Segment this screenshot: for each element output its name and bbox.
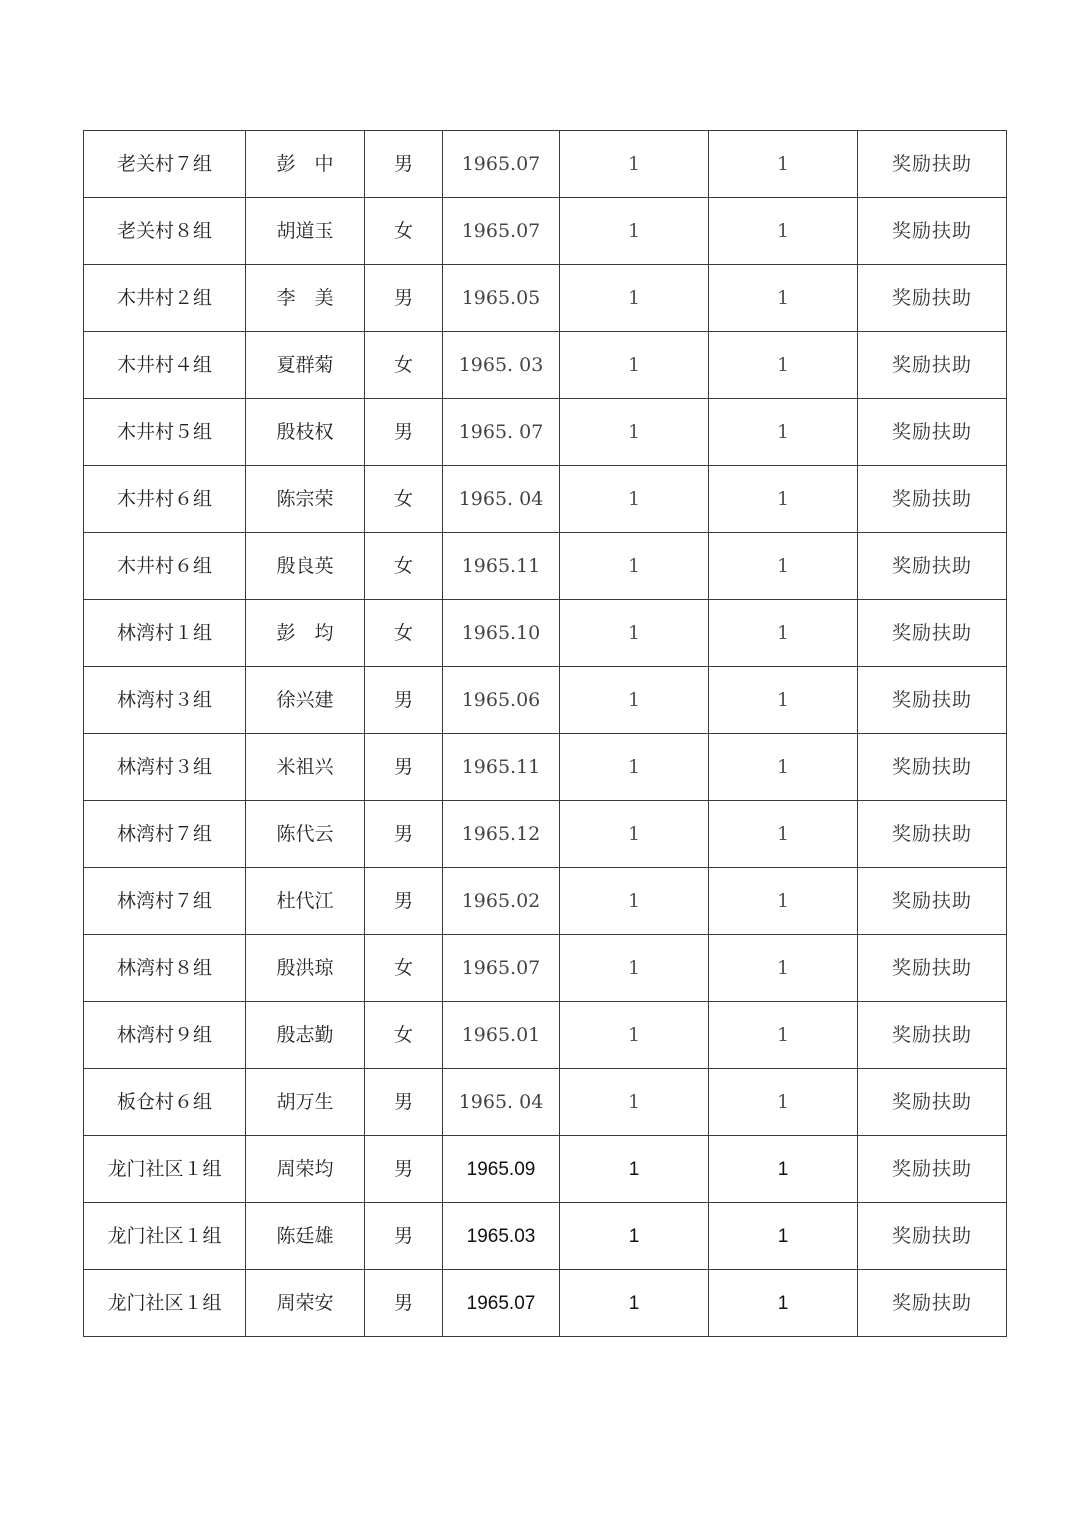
- name-cell: 殷良英: [246, 533, 365, 600]
- count-a-cell: 1: [560, 1069, 709, 1136]
- village-cell: 木井村２组: [84, 265, 246, 332]
- table-row: [84, 1203, 1007, 1270]
- table-row: [84, 1002, 1007, 1069]
- count-a-cell: 1: [560, 1203, 709, 1270]
- sex-cell: 男: [365, 734, 443, 801]
- birth-date-cell: 1965.03: [443, 1203, 560, 1270]
- sex-cell: 男: [365, 868, 443, 935]
- village-cell: 老关村７组: [84, 131, 246, 198]
- sex-cell: 男: [365, 399, 443, 466]
- table-row: [84, 667, 1007, 734]
- assistance-type-cell: 奖励扶助: [858, 198, 1007, 265]
- assistance-type-cell: 奖励扶助: [858, 466, 1007, 533]
- birth-date-cell: 1965.07: [443, 935, 560, 1002]
- name-cell: 周荣均: [246, 1136, 365, 1203]
- village-cell: 林湾村８组: [84, 935, 246, 1002]
- assistance-type-cell: 奖励扶助: [858, 1203, 1007, 1270]
- table-row: [84, 734, 1007, 801]
- count-b-cell: 1: [709, 332, 858, 399]
- table-row: [84, 466, 1007, 533]
- assistance-type-cell: 奖励扶助: [858, 935, 1007, 1002]
- birth-date-cell: 1965.07: [443, 198, 560, 265]
- roster-table: [83, 130, 1007, 1337]
- count-a-cell: 1: [560, 935, 709, 1002]
- sex-cell: 男: [365, 1136, 443, 1203]
- name-cell: 殷志勤: [246, 1002, 365, 1069]
- sex-cell: 男: [365, 1069, 443, 1136]
- name-cell: 杜代江: [246, 868, 365, 935]
- birth-date-cell: 1965. 04: [443, 1069, 560, 1136]
- village-cell: 林湾村９组: [84, 1002, 246, 1069]
- count-b-cell: 1: [709, 399, 858, 466]
- birth-date-cell: 1965.11: [443, 533, 560, 600]
- count-b-cell: 1: [709, 265, 858, 332]
- count-a-cell: 1: [560, 533, 709, 600]
- name-cell: 彭 均: [246, 600, 365, 667]
- birth-date-cell: 1965.06: [443, 667, 560, 734]
- table-row: [84, 198, 1007, 265]
- assistance-type-cell: 奖励扶助: [858, 131, 1007, 198]
- name-cell: 彭 中: [246, 131, 365, 198]
- count-a-cell: 1: [560, 734, 709, 801]
- count-a-cell: 1: [560, 131, 709, 198]
- table-row: [84, 399, 1007, 466]
- sex-cell: 女: [365, 533, 443, 600]
- count-a-cell: 1: [560, 399, 709, 466]
- count-a-cell: 1: [560, 466, 709, 533]
- village-cell: 龙门社区１组: [84, 1136, 246, 1203]
- assistance-type-cell: 奖励扶助: [858, 399, 1007, 466]
- assistance-type-cell: 奖励扶助: [858, 1069, 1007, 1136]
- table-row: [84, 801, 1007, 868]
- name-cell: 李 美: [246, 265, 365, 332]
- birth-date-cell: 1965.09: [443, 1136, 560, 1203]
- count-b-cell: 1: [709, 1203, 858, 1270]
- count-a-cell: 1: [560, 332, 709, 399]
- assistance-type-cell: 奖励扶助: [858, 265, 1007, 332]
- count-b-cell: 1: [709, 734, 858, 801]
- name-cell: 夏群菊: [246, 332, 365, 399]
- village-cell: 林湾村７组: [84, 868, 246, 935]
- sex-cell: 男: [365, 131, 443, 198]
- sex-cell: 女: [365, 332, 443, 399]
- count-a-cell: 1: [560, 801, 709, 868]
- village-cell: 林湾村３组: [84, 734, 246, 801]
- name-cell: 周荣安: [246, 1270, 365, 1337]
- village-cell: 老关村８组: [84, 198, 246, 265]
- assistance-type-cell: 奖励扶助: [858, 667, 1007, 734]
- table-row: [84, 265, 1007, 332]
- birth-date-cell: 1965. 07: [443, 399, 560, 466]
- village-cell: 林湾村７组: [84, 801, 246, 868]
- assistance-type-cell: 奖励扶助: [858, 734, 1007, 801]
- count-b-cell: 1: [709, 1136, 858, 1203]
- count-a-cell: 1: [560, 198, 709, 265]
- count-b-cell: 1: [709, 533, 858, 600]
- sex-cell: 男: [365, 1203, 443, 1270]
- village-cell: 木井村６组: [84, 533, 246, 600]
- birth-date-cell: 1965.11: [443, 734, 560, 801]
- name-cell: 胡道玉: [246, 198, 365, 265]
- count-b-cell: 1: [709, 935, 858, 1002]
- village-cell: 木井村４组: [84, 332, 246, 399]
- sex-cell: 女: [365, 198, 443, 265]
- count-a-cell: 1: [560, 1270, 709, 1337]
- count-b-cell: 1: [709, 1002, 858, 1069]
- count-b-cell: 1: [709, 868, 858, 935]
- count-a-cell: 1: [560, 1002, 709, 1069]
- birth-date-cell: 1965. 04: [443, 466, 560, 533]
- count-b-cell: 1: [709, 667, 858, 734]
- table-row: [84, 1069, 1007, 1136]
- count-a-cell: 1: [560, 265, 709, 332]
- assistance-type-cell: 奖励扶助: [858, 868, 1007, 935]
- birth-date-cell: 1965.12: [443, 801, 560, 868]
- table-row: [84, 935, 1007, 1002]
- birth-date-cell: 1965.05: [443, 265, 560, 332]
- count-b-cell: 1: [709, 600, 858, 667]
- birth-date-cell: 1965.07: [443, 131, 560, 198]
- assistance-type-cell: 奖励扶助: [858, 1002, 1007, 1069]
- village-cell: 木井村５组: [84, 399, 246, 466]
- sex-cell: 女: [365, 600, 443, 667]
- count-a-cell: 1: [560, 1136, 709, 1203]
- name-cell: 殷洪琼: [246, 935, 365, 1002]
- sex-cell: 男: [365, 265, 443, 332]
- table-row: [84, 332, 1007, 399]
- village-cell: 木井村６组: [84, 466, 246, 533]
- name-cell: 陈宗荣: [246, 466, 365, 533]
- birth-date-cell: 1965.10: [443, 600, 560, 667]
- name-cell: 胡万生: [246, 1069, 365, 1136]
- table-row: [84, 1136, 1007, 1203]
- name-cell: 殷枝权: [246, 399, 365, 466]
- count-a-cell: 1: [560, 667, 709, 734]
- sex-cell: 女: [365, 935, 443, 1002]
- name-cell: 陈廷雄: [246, 1203, 365, 1270]
- assistance-type-cell: 奖励扶助: [858, 1270, 1007, 1337]
- name-cell: 徐兴建: [246, 667, 365, 734]
- table-row: [84, 868, 1007, 935]
- village-cell: 板仓村６组: [84, 1069, 246, 1136]
- birth-date-cell: 1965.07: [443, 1270, 560, 1337]
- sex-cell: 女: [365, 466, 443, 533]
- birth-date-cell: 1965.01: [443, 1002, 560, 1069]
- count-a-cell: 1: [560, 600, 709, 667]
- sex-cell: 男: [365, 801, 443, 868]
- table-row: [84, 131, 1007, 198]
- assistance-type-cell: 奖励扶助: [858, 332, 1007, 399]
- birth-date-cell: 1965.02: [443, 868, 560, 935]
- birth-date-cell: 1965. 03: [443, 332, 560, 399]
- village-cell: 林湾村１组: [84, 600, 246, 667]
- sex-cell: 女: [365, 1002, 443, 1069]
- assistance-type-cell: 奖励扶助: [858, 600, 1007, 667]
- table-row: [84, 533, 1007, 600]
- count-b-cell: 1: [709, 198, 858, 265]
- count-b-cell: 1: [709, 466, 858, 533]
- count-b-cell: 1: [709, 1270, 858, 1337]
- village-cell: 龙门社区１组: [84, 1270, 246, 1337]
- assistance-type-cell: 奖励扶助: [858, 801, 1007, 868]
- sex-cell: 男: [365, 667, 443, 734]
- count-b-cell: 1: [709, 1069, 858, 1136]
- table-row: [84, 600, 1007, 667]
- name-cell: 陈代云: [246, 801, 365, 868]
- table-row: [84, 1270, 1007, 1337]
- village-cell: 龙门社区１组: [84, 1203, 246, 1270]
- count-a-cell: 1: [560, 868, 709, 935]
- assistance-type-cell: 奖励扶助: [858, 1136, 1007, 1203]
- assistance-type-cell: 奖励扶助: [858, 533, 1007, 600]
- sex-cell: 男: [365, 1270, 443, 1337]
- roster-body: [84, 131, 1007, 1337]
- village-cell: 林湾村３组: [84, 667, 246, 734]
- count-b-cell: 1: [709, 801, 858, 868]
- name-cell: 米祖兴: [246, 734, 365, 801]
- count-b-cell: 1: [709, 131, 858, 198]
